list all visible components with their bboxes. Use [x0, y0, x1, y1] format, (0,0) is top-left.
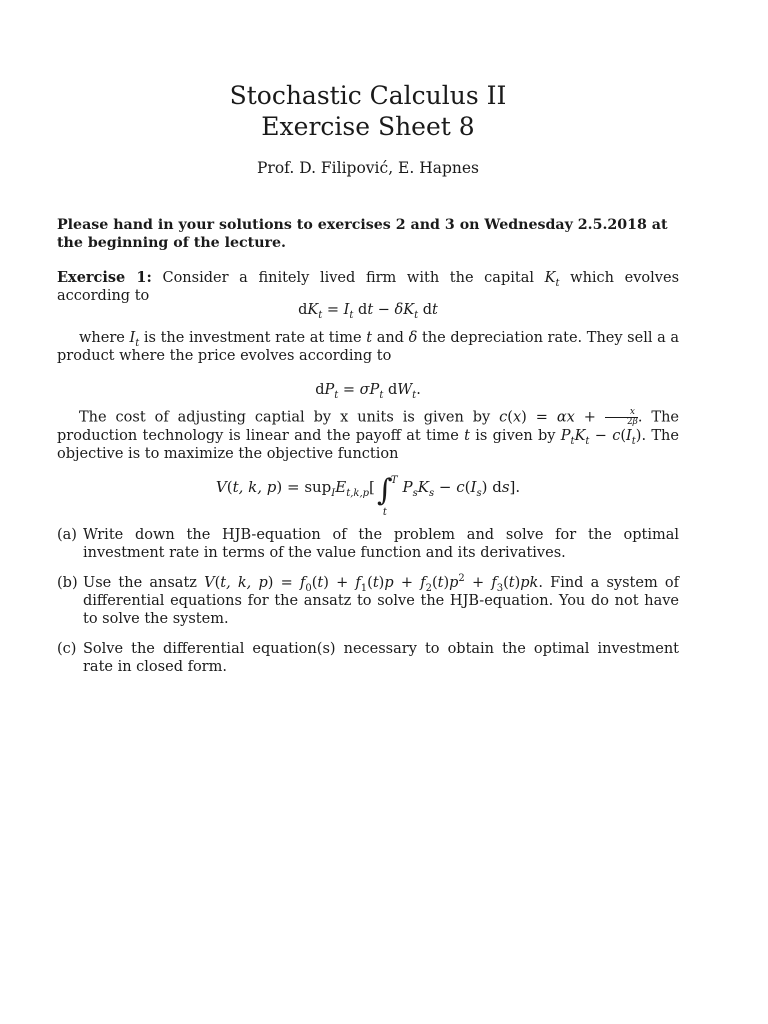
subquestion-label: (a) — [57, 527, 77, 543]
exercise-1-intro — [57, 269, 679, 305]
integral-sign: ∫ T t — [376, 473, 398, 518]
cost-paragraph: The cost of adjusting captial by x units is given by c(x) = αx + $\frac{x}{2\beta}$ . The production technology is linear and the payoff at time t is given by $P_tK_t - c(I_t)$. The objective is to maximize the objective function — [57, 407, 680, 462]
subquestion-text: Write down the HJB-equation of the problem and solve for the optimal investment rate in terms of the value function and its derivatives. — [83, 527, 679, 561]
title-line-1: Stochastic Calculus II — [229, 81, 507, 110]
subquestion-label: (b) — [57, 575, 78, 591]
hand-in-notice: Please hand in your solutions to exercises 2 and 3 on Wednesday 2.5.2018 at the beginning of the lecture. — [57, 217, 668, 251]
title-line-2: Exercise Sheet 8 — [261, 112, 475, 141]
exercise-1-intro-text: Consider a finitely lived firm with the capital $K_t$ which evolves according to — [57, 270, 680, 304]
capital-equation: $dK_t = I_t$ dt − $\delta K_t$ dt — [298, 302, 438, 321]
price-equation: $dP_t = \sigma P_t$ $dW_t$. — [315, 382, 421, 401]
exercise-1-label: Exercise 1: — [57, 269, 152, 286]
investment-rate-paragraph: where $I_t$ is the investment rate at time t and δ the depreciation rate. They sell a a product where the price evolves according to — [57, 330, 680, 364]
subquestion-c — [57, 640, 679, 676]
value-function-equation: V(t, k, $p) = sup_IE_{t,k,p}[\int$ T t $P_sK_s - c(I_s)$ ds]. — [215, 473, 521, 518]
subquestion-text: Solve the differential equation(s) necessary to obtain the optimal investment rate in closed form. — [83, 641, 679, 675]
subquestion-a — [57, 526, 679, 562]
exercise-1-subquestions — [57, 526, 679, 688]
subquestion-text: Use the ansatz V(t, k, $p) = f_0(t) + f_1(t)p + f_2(t)p^2 + f_3(t)pk$. Find a system of differential equations for the ansatz to solve the HJB-equation. You do not have to solve the system. — [83, 573, 679, 627]
subquestion-b — [57, 574, 679, 628]
subquestion-label: (c) — [57, 641, 77, 657]
authors: Prof. D. Filipović, E. Hapnes — [256, 159, 480, 177]
